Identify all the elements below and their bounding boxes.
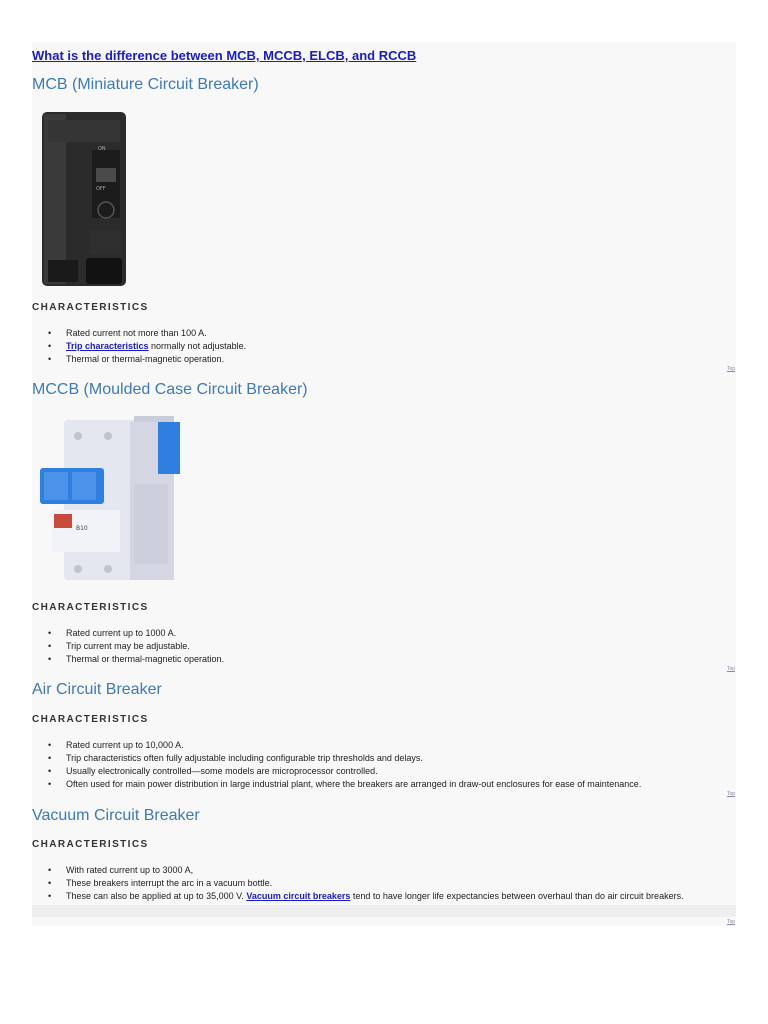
characteristics-heading-mcb: CHARACTERISTICS [32,302,149,313]
section-heading-mcb: MCB (Miniature Circuit Breaker) [32,76,259,93]
list-item: • Thermal or thermal-magnetic operation. [48,353,246,366]
trip-characteristics-link[interactable]: Trip characteristics [66,341,149,351]
vacuum-circuit-breakers-link[interactable]: Vacuum circuit breakers [246,891,351,901]
mcb-characteristics-list [48,327,246,366]
characteristics-heading-mccb: CHARACTERISTICS [32,602,149,613]
page-footer-band [32,905,736,917]
characteristics-heading-acb: CHARACTERISTICS [32,714,149,725]
acb-characteristics-list [48,739,641,791]
list-item: • Usually electronically controlled—some models are microprocessor controlled. [48,765,641,778]
characteristics-heading-vcb: CHARACTERISTICS [32,839,149,850]
mcb-image [34,110,130,288]
list-item: • With rated current up to 3000 A, [48,864,684,877]
list-item: • Often used for main power distribution in large industrial plant, where the breakers are arranged in draw-out enclosures for ease of maintenance. [48,778,641,791]
list-item: • Rated current up to 10,000 A. [48,739,641,752]
list-item: • Rated current up to 1000 A. [48,627,224,640]
list-item: • Thermal or thermal-magnetic operation. [48,653,224,666]
list-item: • These breakers interrupt the arc in a vacuum bottle. [48,877,684,890]
list-item: • Trip current may be adjustable. [48,640,224,653]
mccb-characteristics-list [48,627,224,666]
svg-text:OFF: OFF [96,186,106,192]
list-item: • These can also be applied at up to 35,000 V. Vacuum circuit breakers tend to have longer life expectancies between overhaul than do air circuit breakers. [48,890,684,903]
back-to-top-link[interactable]: Top [726,791,735,797]
mccb-image [34,414,184,586]
list-item: • Trip characteristics often fully adjustable including configurable trip thresholds and delays. [48,752,641,765]
section-heading-vcb: Vacuum Circuit Breaker [32,807,200,824]
back-to-top-link[interactable]: Top [726,666,735,672]
list-item: • Rated current not more than 100 A. [48,327,246,340]
document-title-link[interactable]: What is the difference between MCB, MCCB, ELCB, and RCCB [32,48,417,63]
back-to-top-link[interactable]: Top [726,919,735,925]
vcb-characteristics-list [48,864,684,903]
section-heading-mccb: MCCB (Moulded Case Circuit Breaker) [32,381,308,398]
list-item: • Trip characteristics normally not adjustable. [48,340,246,353]
svg-text:ON: ON [98,146,106,152]
svg-text:B10: B10 [76,525,88,532]
section-heading-acb: Air Circuit Breaker [32,681,162,698]
back-to-top-link[interactable]: Top [726,366,735,372]
